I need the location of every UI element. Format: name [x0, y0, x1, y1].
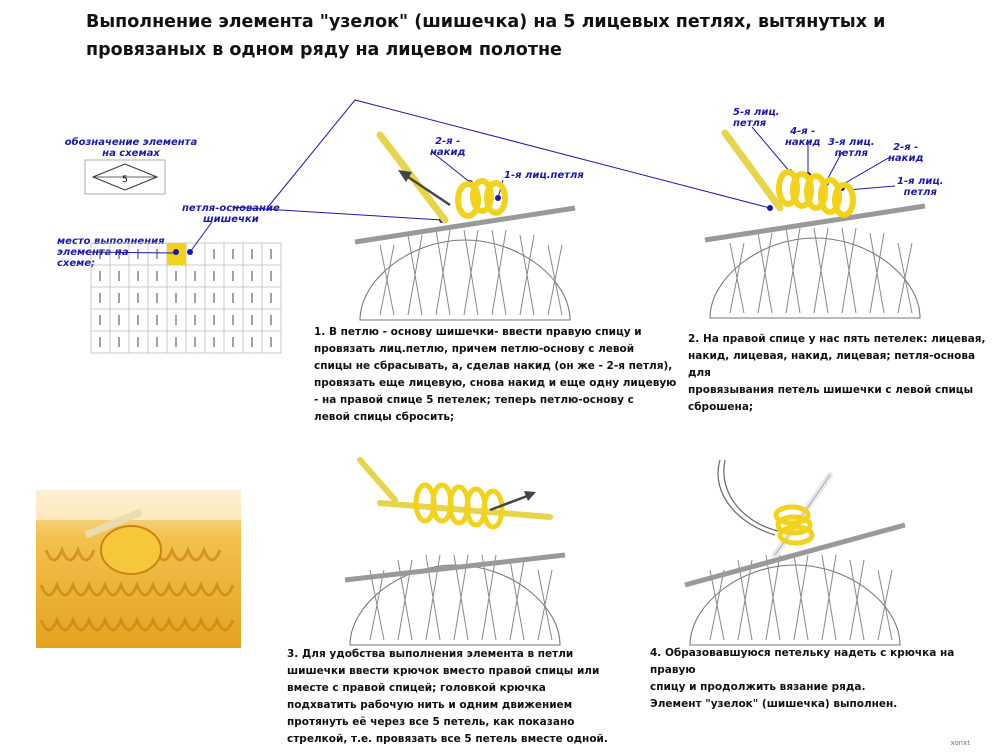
- step4-illustration: [680, 455, 910, 645]
- step1-label-yo2: 2-я - накид: [430, 136, 466, 158]
- step3-illustration: [340, 455, 570, 645]
- step2-label-yo4: 4-я - накид: [785, 126, 821, 148]
- step1-caption: 1. В петлю - основу шишечки- ввести правую спицу и провязать лиц.петлю, причем петлю-основу с левой спицы не сбрасывать, а, сделав накид (он же - 2-я петля), провязать еще лицевую, снова накид и еще одну лицевую - на правой спице 5 петелек; теперь петлю-основу с левой спицы сбросить;: [314, 326, 677, 423]
- step2-label-loop1: 1-я лиц. петля: [897, 176, 944, 198]
- base-loop-label: петля-основание шишечки: [182, 203, 280, 225]
- step2-label-loop3: 3-я лиц. петля: [828, 137, 875, 159]
- symbol-number: 5: [122, 175, 128, 185]
- knitting-photo: [36, 490, 241, 648]
- step1-illustration: [350, 130, 580, 320]
- watermark: xonxt: [950, 739, 970, 747]
- page-title: Выполнение элемента "узелок" (шишечка) на 5 лицевых петлях, вытянутых и провязаных в одном ряду на лицевом полотне: [86, 12, 886, 60]
- step2-label-yo2: 2-я - накид: [888, 142, 924, 164]
- symbol-caption: обозначение элемента на схемах: [64, 137, 198, 159]
- step2-label-loop5: 5-я лиц. петля: [733, 107, 780, 129]
- step4-caption: 4. Образовавшуюся петельку надеть с крючка на правую спицу и продолжить вязание ряда. Элемент "узелок" (шишечка) выполнен.: [650, 647, 955, 710]
- step2-caption: 2. На правой спице у нас пять петелек: лицевая, накид, лицевая, накид, лицевая; петля-основа для провязывания петель шишечки с левой спицы сброшена;: [688, 333, 986, 413]
- step3-caption: 3. Для удобства выполнения элемента в петли шишечки ввести крючок вместо правой спицы или вместе с правой спицей; головкой крючка подхватить рабочую нить и одним движением протянуть её через все 5 петель, как показано стрелкой, т.е. провязать все 5 петель вместе одной.: [287, 648, 608, 745]
- step1-label-loop1: 1-я лиц.петля: [504, 170, 584, 181]
- location-label: место выполнения элемента на схеме;: [57, 236, 165, 269]
